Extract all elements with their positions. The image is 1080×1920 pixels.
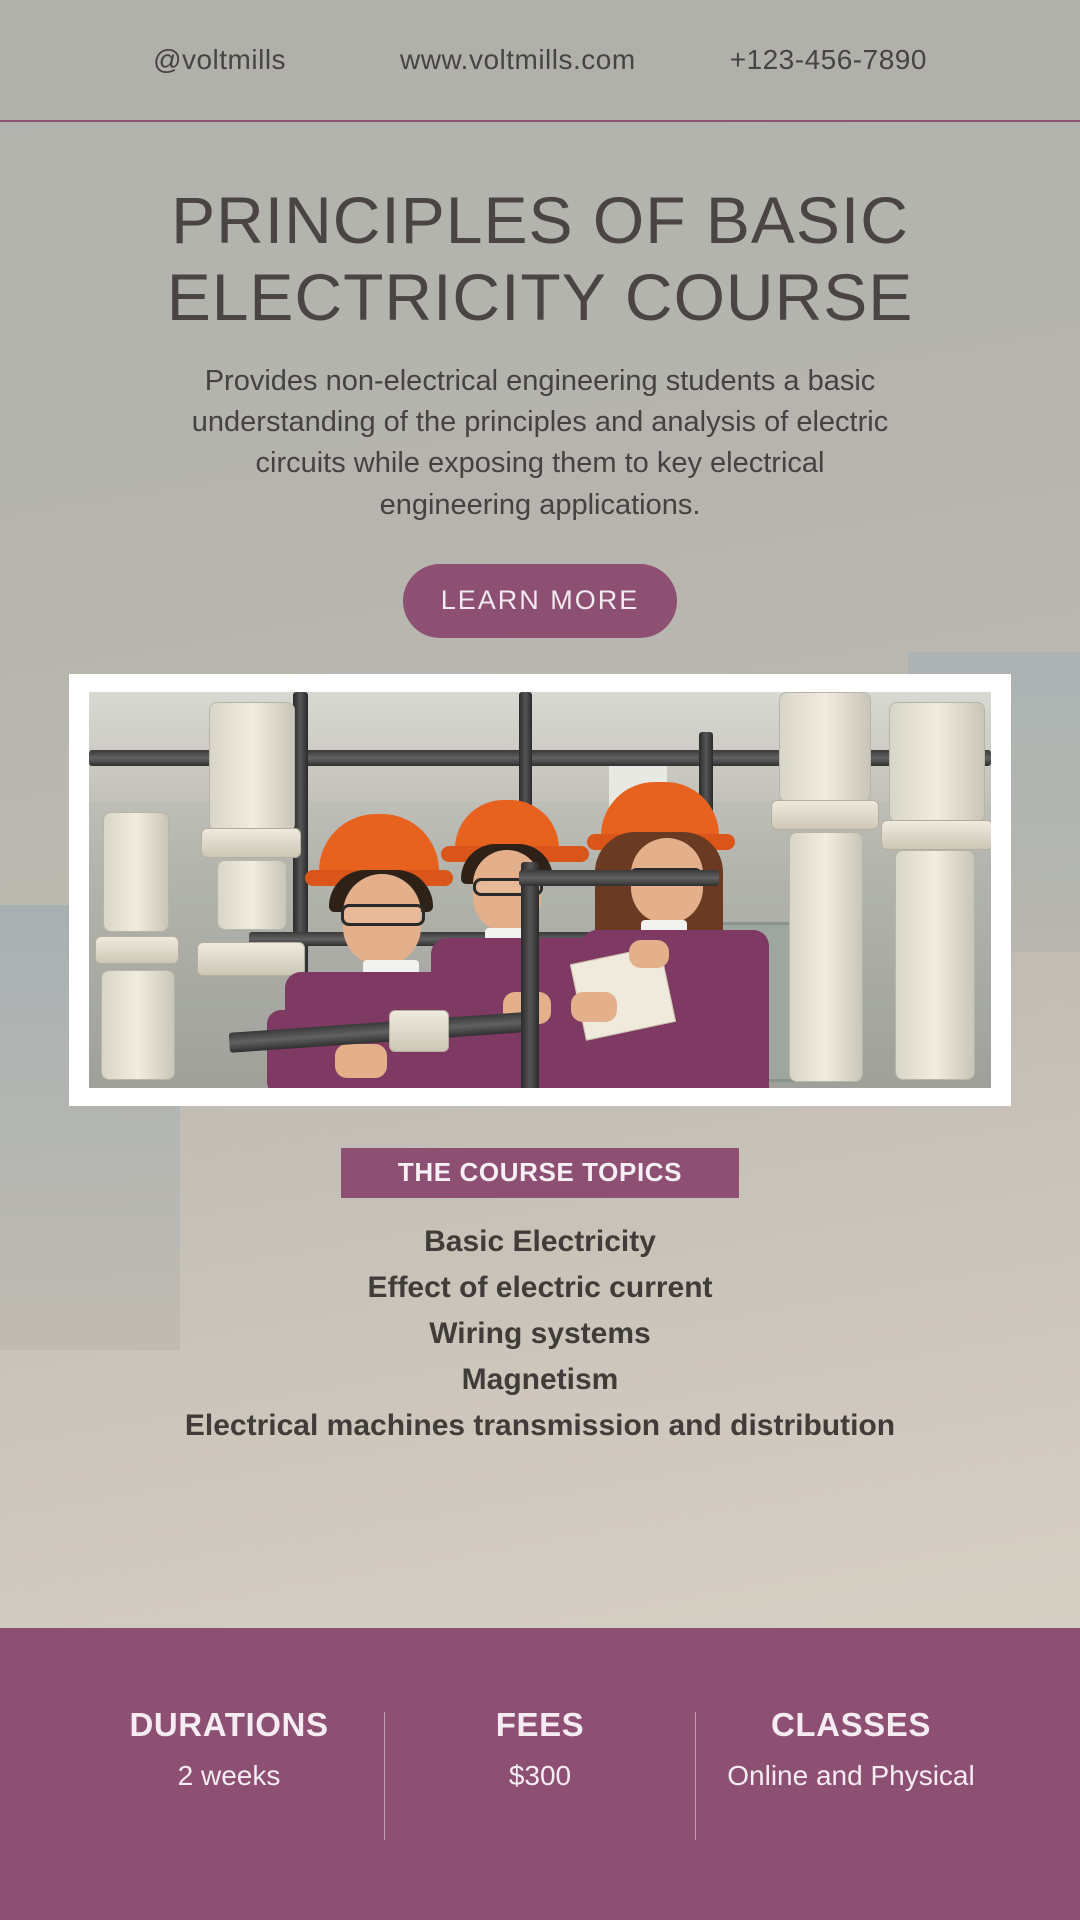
cta-container [0,564,1080,638]
footer-divider [384,1712,385,1840]
photo-frame [69,674,1011,1106]
footer-column-classes [726,1706,976,1794]
page-subtitle: Provides non-electrical engineering students a basic understanding of the principles and analysis of electric circuits while exposing them to key electrical engineering applications. [191,365,889,521]
footer-label: CLASSES [770,1706,932,1743]
page-title: PRINCIPLES OF BASIC ELECTRICITY COURSE [166,183,914,334]
footer-value: 2 weeks [177,1760,281,1791]
topics-list [0,1224,1080,1444]
footer-value: $300 [508,1760,572,1791]
topic-item: Basic Electricity [424,1224,656,1258]
topic-item: Electrical machines transmission and distribution [184,1408,896,1442]
topics-banner [341,1148,739,1198]
topic-item: Magnetism [461,1362,619,1396]
topic-item: Effect of electric current [367,1270,713,1304]
footer-label: FEES [495,1706,585,1743]
footer-value: Online and Physical [727,1760,975,1791]
footer-label: DURATIONS [129,1706,329,1743]
footer-column-fees [415,1706,665,1794]
details-footer [0,1628,1080,1920]
footer-column-durations [104,1706,354,1794]
website-link[interactable]: www.voltmills.com [400,44,636,75]
topic-item: Wiring systems [429,1316,651,1350]
phone-number[interactable]: +123-456-7890 [729,44,927,75]
topics-banner-label: THE COURSE TOPICS [397,1157,683,1188]
contact-bar [0,0,1080,122]
students-lab-photo [89,692,991,1088]
footer-divider [695,1712,696,1840]
social-handle[interactable]: @voltmills [153,44,287,75]
learn-more-button[interactable]: LEARN MORE [403,564,677,638]
